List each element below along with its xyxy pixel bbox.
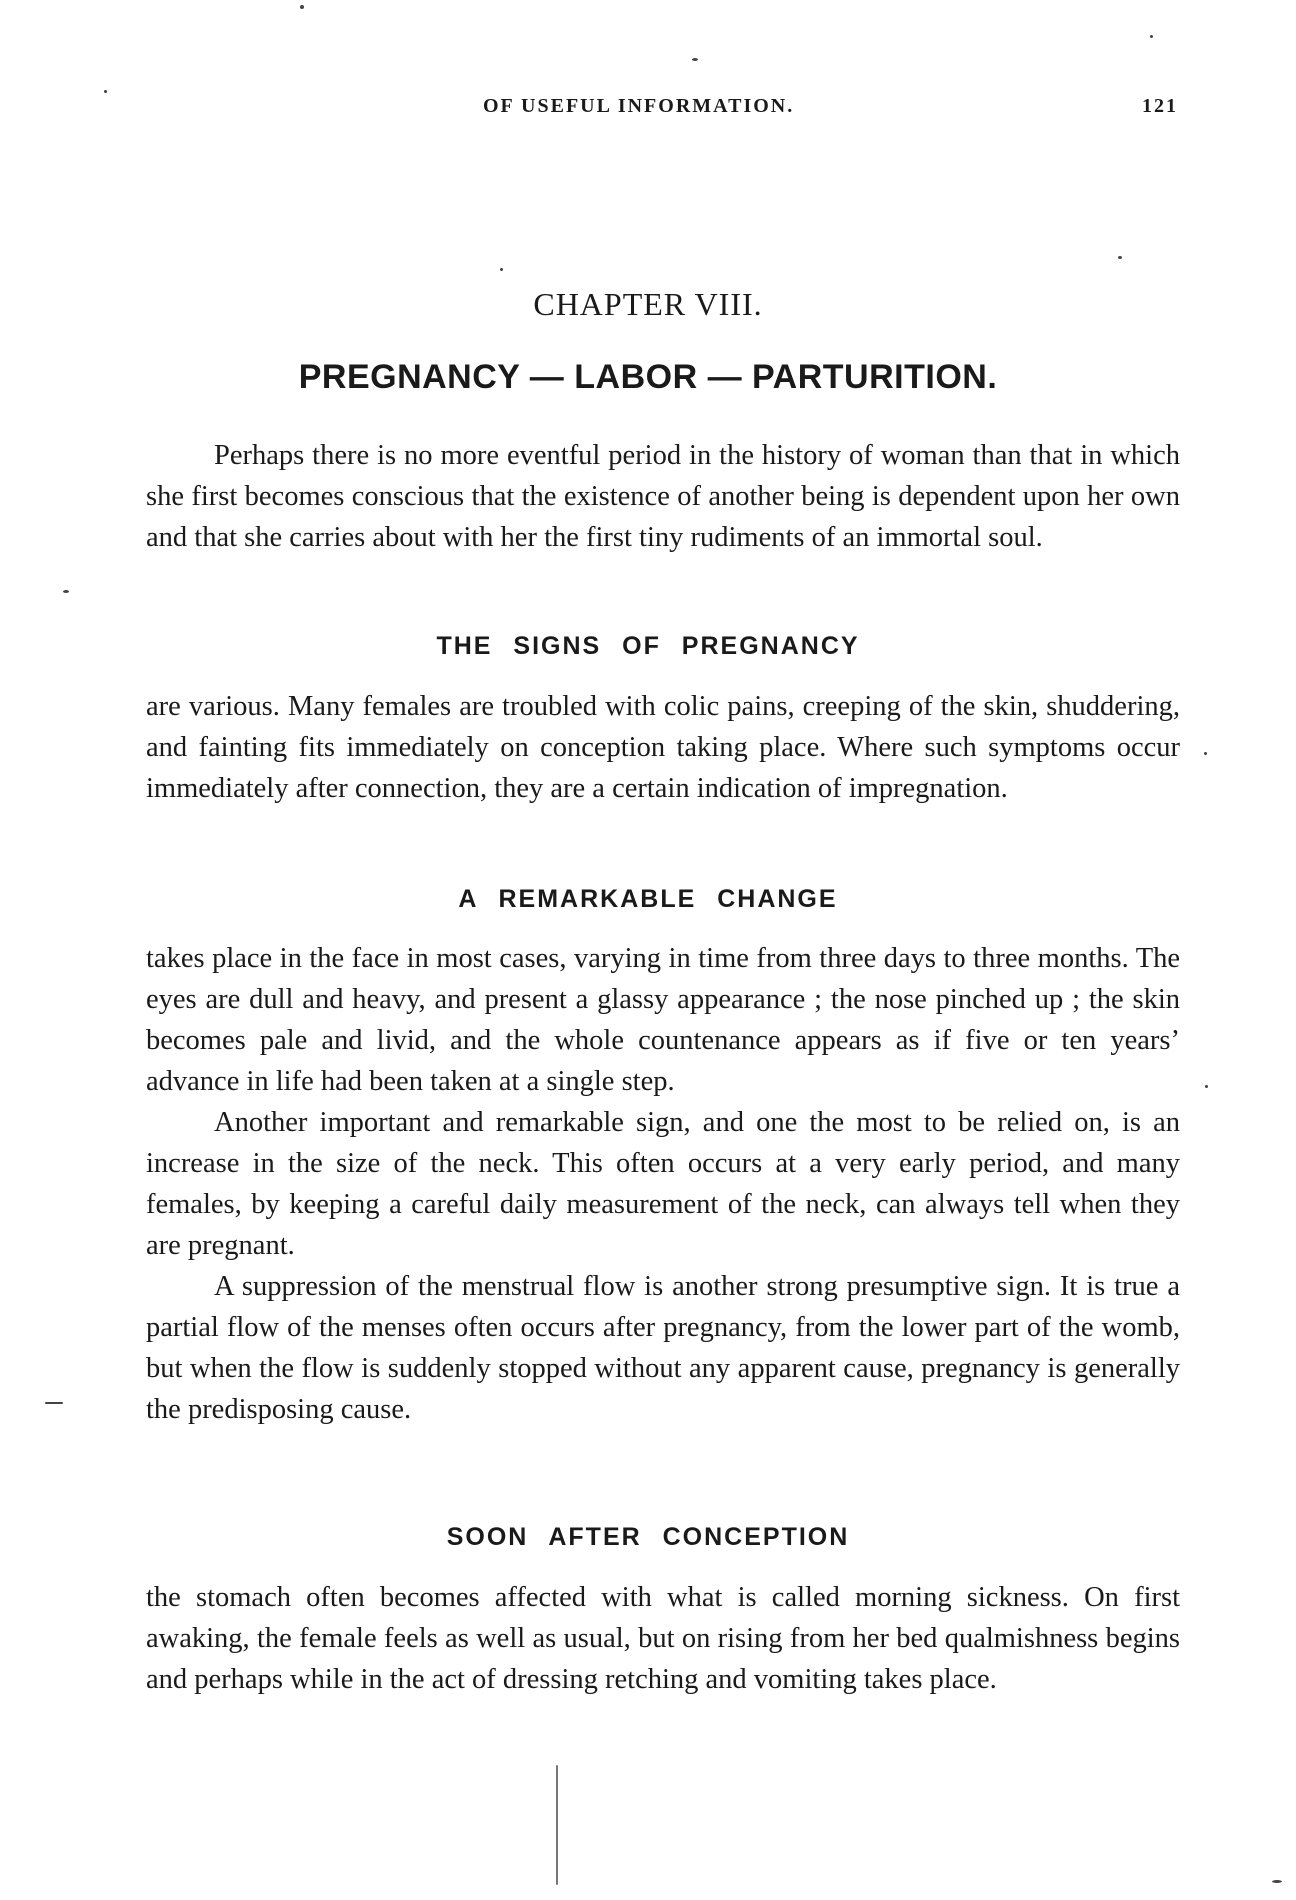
section-conception-block <box>146 1577 1180 1700</box>
chapter-title: PREGNANCY — LABOR — PARTURITION. <box>298 358 998 396</box>
scan-speck <box>1272 1880 1282 1883</box>
scan-speck <box>500 268 503 271</box>
scan-speck <box>556 1765 558 1885</box>
scan-speck <box>1205 1085 1208 1088</box>
section-heading-signs: THE SIGNS OF PREGNANCY <box>436 632 860 660</box>
section-heading-conception: SOON AFTER CONCEPTION <box>446 1523 850 1551</box>
scan-speck <box>692 58 698 61</box>
section-heading-change: A REMARKABLE CHANGE <box>458 885 838 913</box>
scan-speck <box>45 1402 63 1404</box>
running-head: OF USEFUL INFORMATION. <box>483 95 795 117</box>
section-change-block <box>146 938 1180 1430</box>
chapter-label: CHAPTER VIII. <box>533 286 763 322</box>
scan-speck <box>63 590 69 593</box>
scan-speck <box>1118 256 1122 259</box>
scan-speck <box>1150 35 1153 38</box>
paragraph: are various. Many females are troubled with colic pains, creeping of the skin, shuddering, and fainting fits immediately on conception taking place. Where such symptoms occur immediately after connection, they are a certain indication of impregnation. <box>146 691 1180 804</box>
page-number: 121 <box>1142 95 1178 117</box>
paragraph: Another important and remarkable sign, and one the most to be relied on, is an increase in the size of the neck. This often occurs at a very early period, and many females, by keeping a careful daily measurement of the neck, can always tell when they are pregnant. <box>146 1107 1180 1261</box>
scan-speck <box>104 90 107 93</box>
scan-speck <box>300 5 304 9</box>
section-signs-block <box>146 686 1180 809</box>
scan-speck <box>1204 752 1207 755</box>
intro-paragraph: Perhaps there is no more eventful period in the history of woman than that in which she first becomes conscious that the existence of another being is dependent upon her own and that she carries about with her the first tiny rudiments of an immortal soul. <box>146 440 1180 553</box>
paragraph: A suppression of the menstrual flow is another strong presumptive sign. It is true a partial flow of the menses often occurs after pregnancy, from the lower part of the womb, but when the flow is suddenly stopped without any apparent cause, pregnancy is generally the predisposing cause. <box>146 1271 1180 1425</box>
paragraph: the stomach often becomes affected with what is called morning sickness. On first awaking, the female feels as well as usual, but on rising from her bed qualmishness begins and perhaps while in the act of dressing retching and vomiting takes place. <box>146 1582 1180 1695</box>
intro-paragraph-block <box>146 435 1180 558</box>
paragraph: takes place in the face in most cases, varying in time from three days to three months. The eyes are dull and heavy, and present a glassy appearance ; the nose pinched up ; the skin becomes pale and livid, and the whole countenance appears as if five or ten years’ advance in life had been taken at a single step. <box>146 943 1180 1097</box>
